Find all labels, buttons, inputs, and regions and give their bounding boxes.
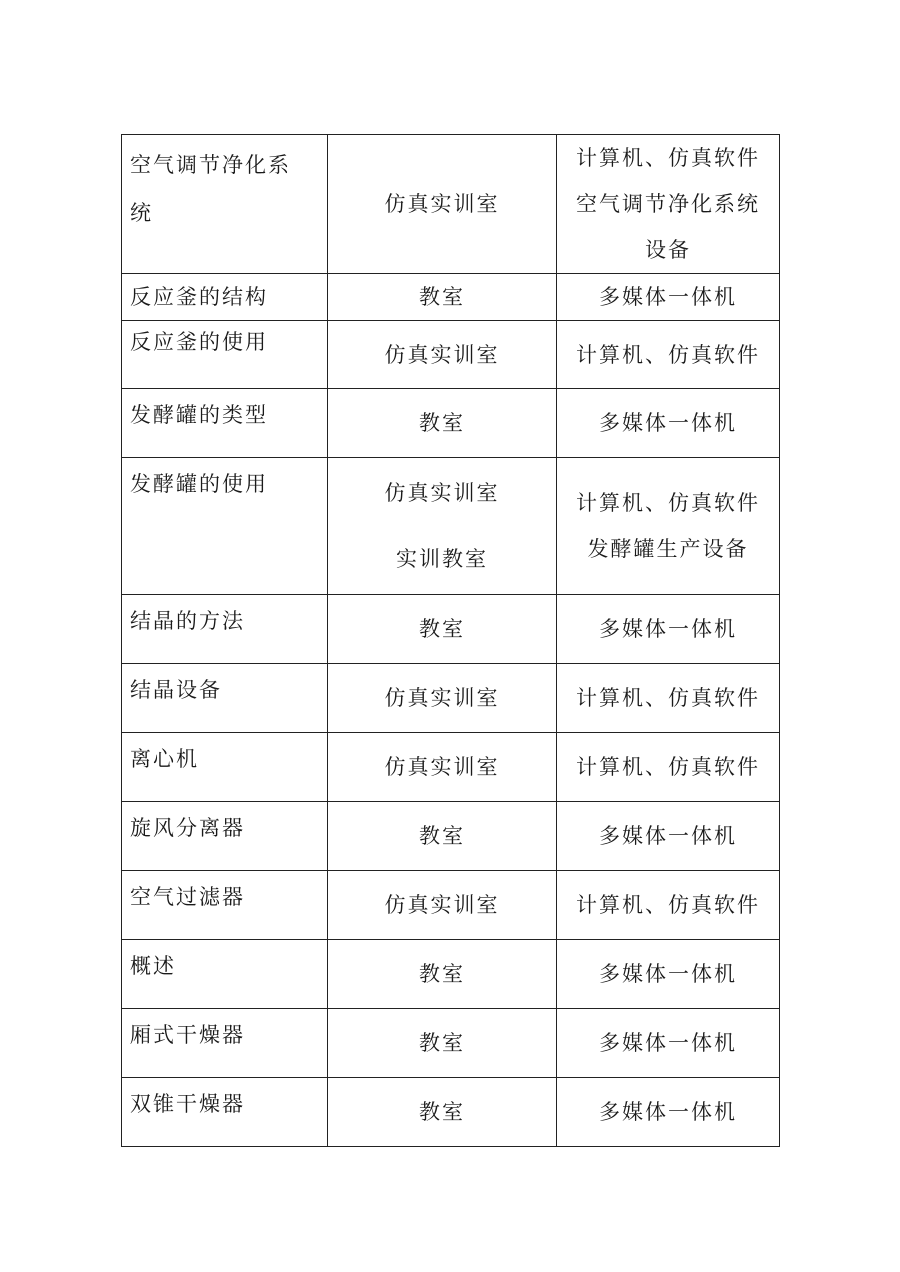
topic-cell: 旋风分离器 — [122, 802, 328, 871]
table-row — [122, 389, 780, 458]
topic-cell: 反应釜的结构 — [122, 274, 328, 321]
equipment-cell: 多媒体一体机 — [557, 802, 780, 871]
table-row — [122, 871, 780, 940]
table-row — [122, 595, 780, 664]
venue-cell: 教室 — [328, 389, 557, 458]
equipment-cell: 计算机、仿真软件 — [557, 871, 780, 940]
table-row — [122, 458, 780, 595]
equipment-cell: 计算机、仿真软件 — [557, 321, 780, 389]
table-row — [122, 274, 780, 321]
venue-cell: 教室 — [328, 1078, 557, 1147]
venue-cell: 仿真实训室 — [328, 733, 557, 802]
venue-cell: 教室 — [328, 802, 557, 871]
equipment-cell: 计算机、仿真软件 — [557, 664, 780, 733]
venue-cell: 教室 — [328, 274, 557, 321]
equipment-cell: 多媒体一体机 — [557, 940, 780, 1009]
topic-cell: 反应釜的使用 — [122, 321, 328, 389]
equipment-cell: 多媒体一体机 — [557, 1009, 780, 1078]
table-row — [122, 1009, 780, 1078]
topic-cell: 双锥干燥器 — [122, 1078, 328, 1147]
table-row — [122, 733, 780, 802]
topic-cell: 发酵罐的使用 — [122, 458, 328, 595]
equipment-cell: 计算机、仿真软件 — [557, 733, 780, 802]
equipment-cell: 多媒体一体机 — [557, 389, 780, 458]
topic-cell: 概述 — [122, 940, 328, 1009]
venue-cell: 仿真实训室 — [328, 871, 557, 940]
table-row — [122, 664, 780, 733]
equipment-cell: 多媒体一体机 — [557, 595, 780, 664]
topic-cell: 空气调节净化系 统 — [122, 135, 328, 274]
equipment-cell: 计算机、仿真软件 空气调节净化系统 设备 — [557, 135, 780, 274]
topic-cell: 空气过滤器 — [122, 871, 328, 940]
table-row — [122, 321, 780, 389]
venue-cell: 仿真实训室 实训教室 — [328, 458, 557, 595]
table-row — [122, 940, 780, 1009]
venue-cell: 仿真实训室 — [328, 321, 557, 389]
training-equipment-table — [121, 134, 780, 1147]
venue-cell: 仿真实训室 — [328, 664, 557, 733]
equipment-cell: 多媒体一体机 — [557, 1078, 780, 1147]
topic-cell: 离心机 — [122, 733, 328, 802]
table-row — [122, 802, 780, 871]
topic-cell: 结晶的方法 — [122, 595, 328, 664]
topic-cell: 厢式干燥器 — [122, 1009, 328, 1078]
venue-cell: 仿真实训室 — [328, 135, 557, 274]
venue-cell: 教室 — [328, 940, 557, 1009]
equipment-cell: 计算机、仿真软件 发酵罐生产设备 — [557, 458, 780, 595]
topic-cell: 发酵罐的类型 — [122, 389, 328, 458]
venue-cell: 教室 — [328, 595, 557, 664]
equipment-cell: 多媒体一体机 — [557, 274, 780, 321]
table-row — [122, 135, 780, 274]
topic-cell: 结晶设备 — [122, 664, 328, 733]
table-row — [122, 1078, 780, 1147]
venue-cell: 教室 — [328, 1009, 557, 1078]
